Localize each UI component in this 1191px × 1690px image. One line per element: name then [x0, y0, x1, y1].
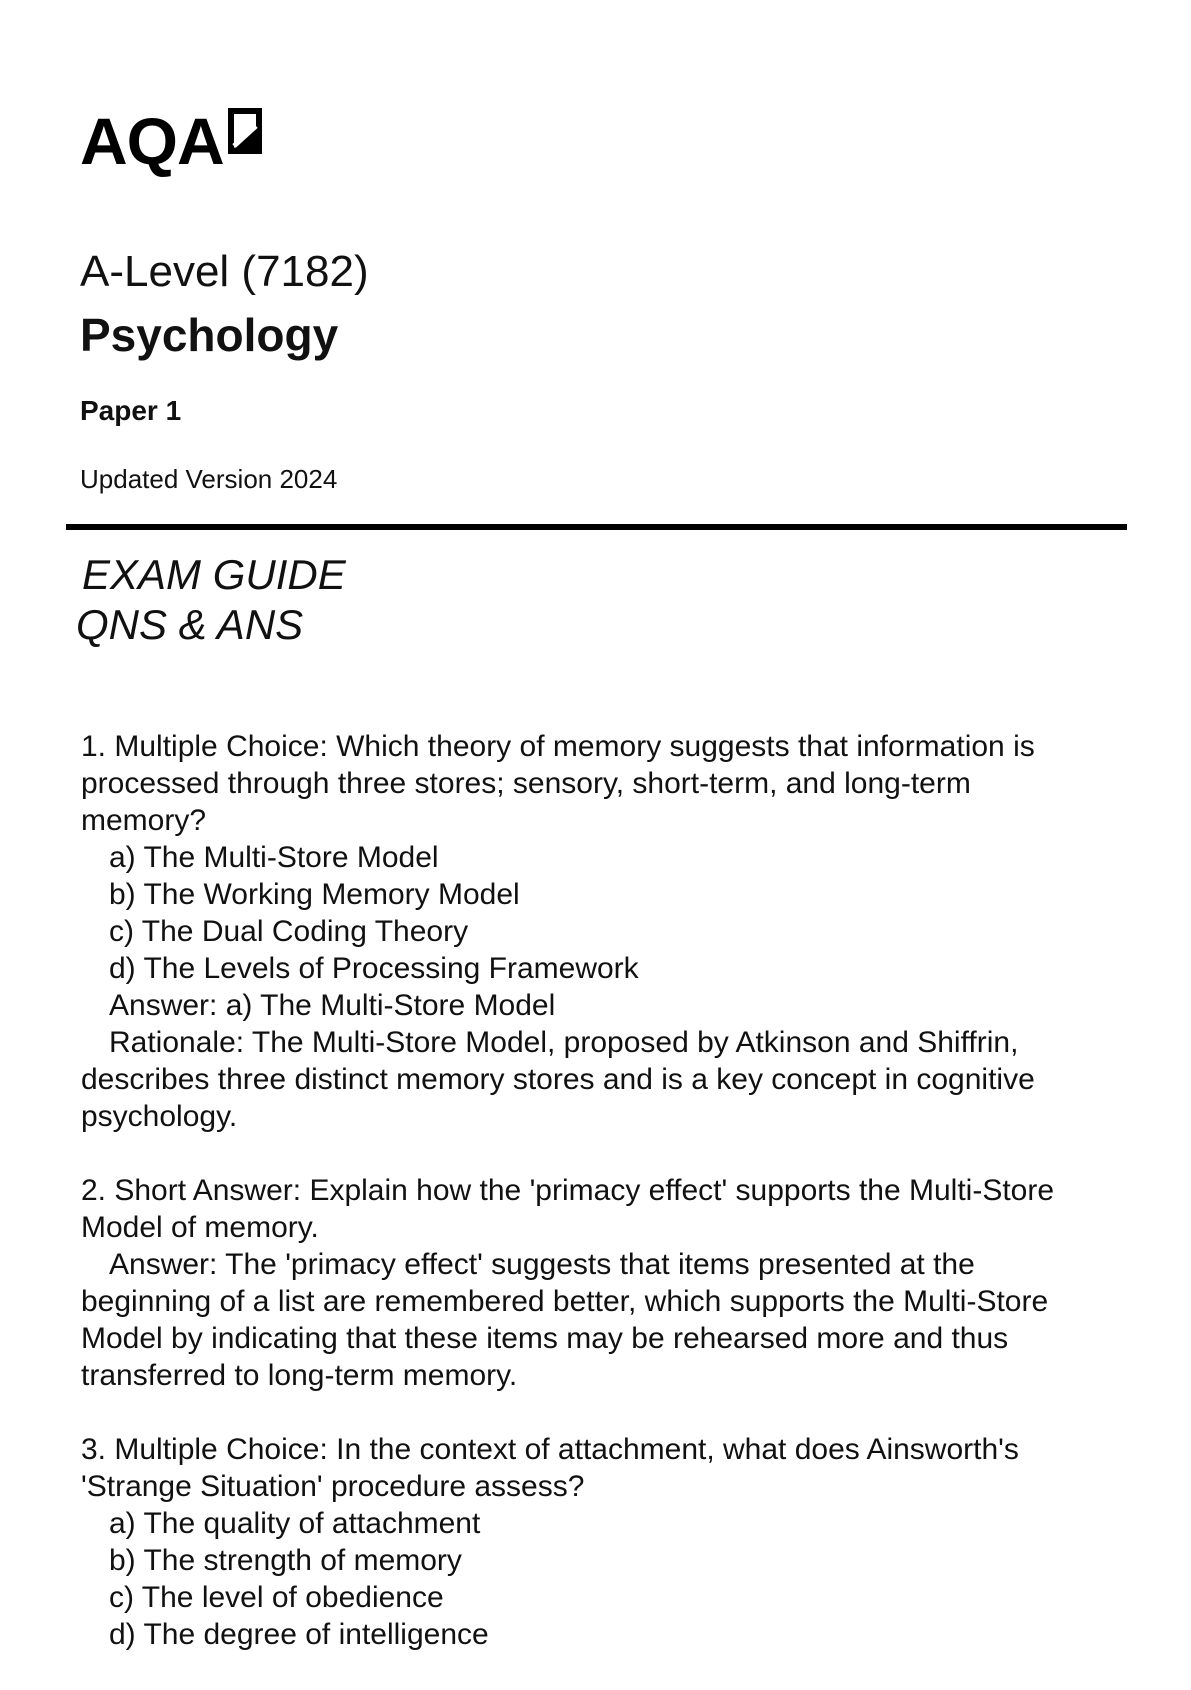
rationale-text: Rationale: The Multi-Store Model, proposed by Atkinson and Shiffrin, describes three distinct memory stores and is a key concept in cognitive psychology.: [81, 1026, 1035, 1133]
option: d) The degree of intelligence: [109, 1618, 489, 1651]
answer-text: Answer: The 'primacy effect' suggests that items presented at the beginning of a list are remembered better, which supports the Multi-Store Model by indicating that these items may be rehearsed more and thus transferred to long-term memory.: [81, 1248, 1049, 1392]
subject-title: Psychology: [80, 309, 339, 361]
logo-tick-icon: [228, 108, 262, 154]
answer: [81, 1246, 1081, 1394]
answer: Answer: a) The Multi-Store Model: [109, 989, 556, 1022]
question-stem: 1. Multiple Choice: Which theory of memory suggests that information is processed through three stores; sensory, short-term, and long-term memory?: [81, 730, 1035, 837]
qualification-level: A-Level (7182): [80, 247, 369, 296]
option: c) The Dual Coding Theory: [109, 915, 469, 948]
divider: [66, 524, 1127, 530]
guide-title: EXAM GUIDE: [82, 551, 346, 598]
version-label: Updated Version 2024: [80, 464, 338, 494]
option: c) The level of obedience: [109, 1581, 444, 1614]
option: a) The quality of attachment: [109, 1507, 481, 1540]
paper-label: Paper 1: [80, 395, 182, 426]
question-3: [81, 1431, 1081, 1653]
logo-text: AQA: [80, 104, 224, 178]
questions-list: [81, 728, 1081, 1690]
aqa-logo: [80, 104, 262, 178]
question-1: [81, 728, 1081, 1135]
question-stem: 3. Multiple Choice: In the context of attachment, what does Ainsworth's 'Strange Situation' procedure assess?: [81, 1433, 1019, 1503]
option: b) The Working Memory Model: [109, 878, 520, 911]
option: d) The Levels of Processing Framework: [109, 952, 639, 985]
guide-subtitle: QNS & ANS: [76, 601, 304, 648]
option: b) The strength of memory: [109, 1544, 462, 1577]
question-stem: 2. Short Answer: Explain how the 'primacy effect' supports the Multi-Store Model of memory.: [81, 1174, 1055, 1244]
question-2: [81, 1172, 1081, 1394]
option: a) The Multi-Store Model: [109, 841, 439, 874]
rationale: [81, 1024, 1081, 1135]
